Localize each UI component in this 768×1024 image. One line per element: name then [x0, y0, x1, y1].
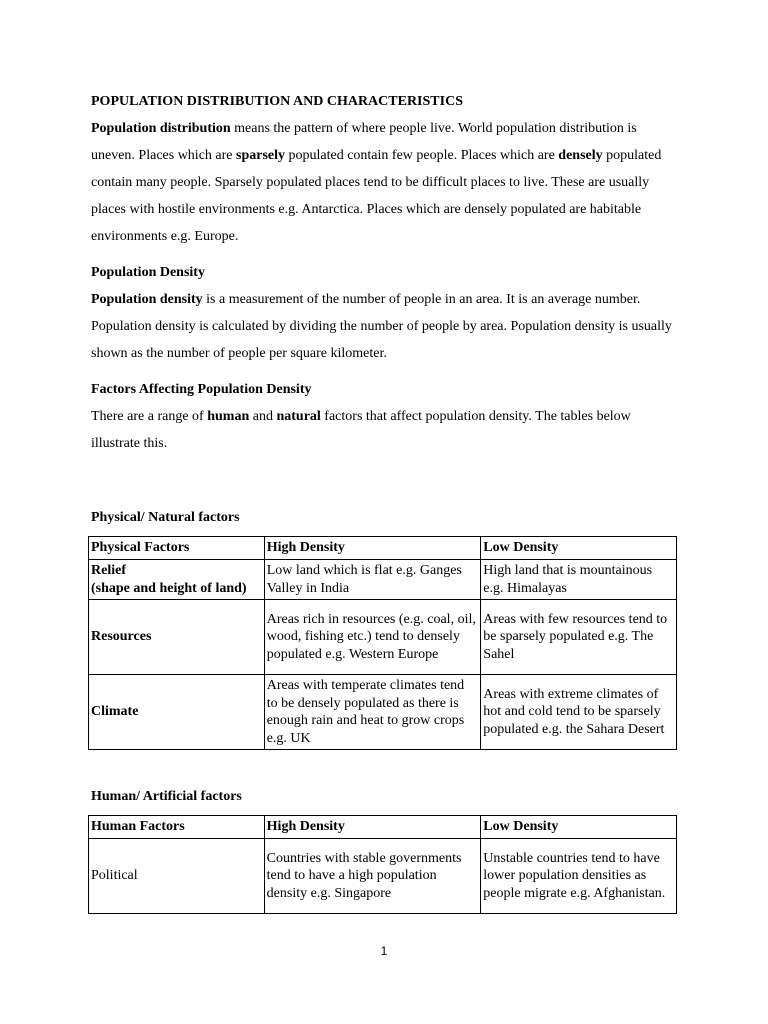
document-title: POPULATION DISTRIBUTION AND CHARACTERISTICS — [91, 94, 463, 109]
low-density-cell: Areas with few resources tend to be sparsely populated e.g. The Sahel — [481, 600, 677, 675]
factors-paragraph — [91, 403, 678, 457]
factor-sublabel: (shape and height of land) — [91, 580, 247, 596]
intro-text-1: means the pattern of where people live. World population distribution is uneven. Places which are — [91, 121, 637, 163]
factor-cell: Resources — [89, 600, 265, 675]
column-header: Human Factors — [89, 816, 265, 839]
table-header-row — [89, 537, 677, 560]
term-densely: densely — [558, 148, 603, 163]
factors-heading: Factors Affecting Population Density — [91, 382, 312, 397]
table-row — [89, 675, 677, 750]
factor-label: Relief — [91, 563, 126, 578]
table-header-row — [89, 816, 677, 839]
factor-cell: Climate — [89, 675, 265, 750]
factors-text-1: There are a range of — [91, 409, 208, 424]
table-row — [89, 600, 677, 675]
density-paragraph — [91, 286, 678, 367]
term-population-density: Population density — [91, 292, 203, 307]
low-density-cell: Areas with extreme climates of hot and cold tend to be sparsely populated e.g. the Sahara Desert — [481, 675, 677, 750]
factors-text-3: factors that affect population density. The tables below illustrate this. — [91, 409, 631, 451]
high-density-cell: Areas with temperate climates tend to be densely populated as there is enough rain and heat to grow crops e.g. UK — [264, 675, 481, 750]
table-row — [89, 839, 677, 914]
column-header: Physical Factors — [89, 537, 265, 560]
table-row — [89, 560, 677, 600]
column-header: High Density — [264, 537, 481, 560]
density-text: is a measurement of the number of people in an area. It is an average number. Population density is calculated by dividing the number of people by area. Population density is usually shown as the number of people per square kilometer. — [91, 292, 672, 361]
distribution-paragraph — [91, 115, 678, 250]
factor-cell: Political — [89, 839, 265, 914]
term-human: human — [207, 409, 250, 424]
high-density-cell: Countries with stable governments tend to have a high population density e.g. Singapore — [264, 839, 481, 914]
intro-text-3: populated contain many people. Sparsely populated places tend to be difficult places to live. These are usually places with hostile environments e.g. Antarctica. Places which are densely populated are habitable environments e.g. Europe. — [91, 148, 662, 244]
term-sparsely: sparsely — [236, 148, 285, 163]
intro-text-2: populated contain few people. Places which are — [285, 148, 559, 163]
column-header: High Density — [264, 816, 481, 839]
high-density-cell: Low land which is flat e.g. Ganges Valley in India — [264, 560, 481, 600]
physical-factors-heading: Physical/ Natural factors — [91, 510, 240, 525]
low-density-cell: High land that is mountainous e.g. Himalayas — [481, 560, 677, 600]
column-header: Low Density — [481, 816, 677, 839]
low-density-cell: Unstable countries tend to have lower population densities as people migrate e.g. Afghanistan. — [481, 839, 677, 914]
term-natural: natural — [276, 409, 321, 424]
factor-cell — [89, 560, 265, 600]
density-heading: Population Density — [91, 265, 205, 280]
human-factors-table — [88, 815, 677, 914]
page-number: 1 — [380, 944, 388, 958]
factors-text-2: and — [249, 409, 277, 424]
column-header: Low Density — [481, 537, 677, 560]
high-density-cell: Areas rich in resources (e.g. coal, oil, wood, fishing etc.) tend to densely populated e.g. Western Europe — [264, 600, 481, 675]
term-population-distribution: Population distribution — [91, 121, 231, 136]
physical-factors-table — [88, 536, 677, 750]
human-factors-heading: Human/ Artificial factors — [91, 789, 242, 804]
